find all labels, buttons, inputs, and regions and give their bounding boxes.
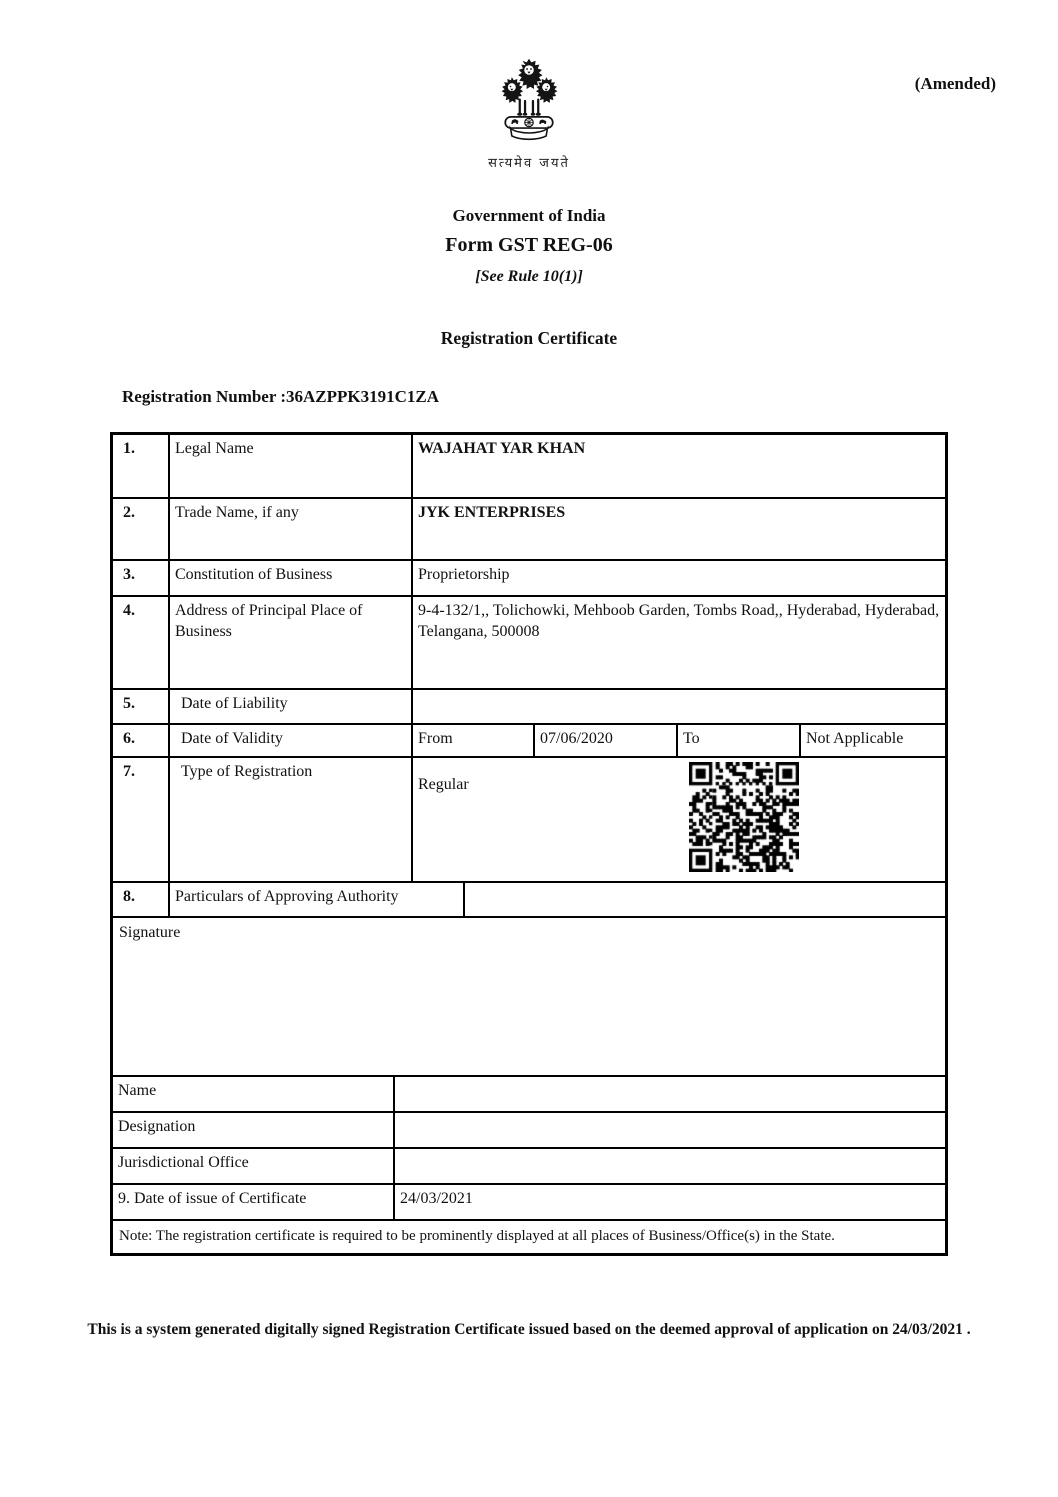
row-number: 4. xyxy=(123,602,135,619)
legal-name-value: WAJAHAT YAR KHAN xyxy=(411,435,945,497)
rule-reference: [See Rule 10(1)] xyxy=(475,268,583,285)
legal-name-label: Legal Name xyxy=(168,435,411,497)
jurisdictional-office-value xyxy=(393,1149,945,1183)
authority-designation-value xyxy=(393,1113,945,1147)
authority-designation-label: Designation xyxy=(118,1118,196,1135)
registration-number-value: 36AZPPK3191C1ZA xyxy=(286,387,439,406)
form-title: Form GST REG-06 xyxy=(445,234,613,256)
validity-to-label: To xyxy=(676,725,799,756)
signature-label: Signature xyxy=(119,924,181,941)
constitution-row xyxy=(113,559,945,595)
government-title: Government of India xyxy=(452,206,606,225)
address-label: Address of Principal Place of Business xyxy=(168,597,411,688)
approving-authority-row xyxy=(113,881,945,916)
authority-name-row xyxy=(113,1075,945,1111)
row-number: 3. xyxy=(123,566,135,583)
address-value: 9-4-132/1,, Tolichowki, Mehboob Garden, Tombs Road,, Hyderabad, Hyderabad, Telangana, 500008 xyxy=(411,597,945,688)
type-of-registration-value: Regular xyxy=(418,776,469,793)
validity-to-value: Not Applicable xyxy=(799,725,945,756)
validity-from-value: 07/06/2020 xyxy=(533,725,676,756)
row-number: 6. xyxy=(123,730,135,747)
certificate-table xyxy=(110,432,948,1256)
registration-number-label: Registration Number : xyxy=(122,387,286,406)
authority-designation-row xyxy=(113,1111,945,1147)
validity-from-label: From xyxy=(411,725,533,756)
authority-name-value xyxy=(393,1077,945,1111)
date-of-issue-row xyxy=(113,1183,945,1219)
row-number: 1. xyxy=(123,440,135,457)
date-of-issue-label: 9. Date of issue of Certificate xyxy=(118,1190,307,1207)
qr-code xyxy=(689,762,799,872)
type-of-registration-row xyxy=(113,756,945,881)
date-of-liability-row xyxy=(113,688,945,723)
date-of-validity-row xyxy=(113,723,945,756)
trade-name-value: JYK ENTERPRISES xyxy=(411,499,945,559)
approving-authority-label: Particulars of Approving Authority xyxy=(168,883,463,916)
note-row xyxy=(113,1219,945,1253)
trade-name-row xyxy=(113,497,945,559)
emblem-block xyxy=(0,0,1058,171)
date-of-issue-value: 24/03/2021 xyxy=(393,1185,945,1219)
approving-authority-value xyxy=(463,883,945,916)
certificate-title: Registration Certificate xyxy=(440,328,618,348)
jurisdictional-office-label: Jurisdictional Office xyxy=(118,1154,249,1171)
date-of-validity-label: Date of Validity xyxy=(168,725,411,756)
jurisdictional-office-row xyxy=(113,1147,945,1183)
registration-number-line xyxy=(122,386,1058,408)
row-number: 2. xyxy=(123,504,135,521)
row-number: 8. xyxy=(123,888,135,905)
legal-name-row xyxy=(113,435,945,497)
constitution-value: Proprietorship xyxy=(411,561,945,595)
national-emblem-icon xyxy=(496,56,562,146)
system-generated-note: This is a system generated digitally signed Registration Certificate issued based on the deemed approval of application on 24/03/2021 . xyxy=(87,1321,971,1338)
date-of-liability-value xyxy=(411,690,945,723)
row-number: 7. xyxy=(123,763,135,780)
note-text: Note: The registration certificate is required to be prominently displayed at all places of Business/Office(s) in the State. xyxy=(119,1228,835,1244)
emblem-motto: सत्यमेव जयते xyxy=(488,156,570,171)
constitution-label: Constitution of Business xyxy=(168,561,411,595)
authority-name-label: Name xyxy=(118,1082,157,1099)
signature-row xyxy=(113,916,945,1075)
address-row xyxy=(113,595,945,688)
type-of-registration-cell xyxy=(411,758,945,881)
row-number: 5. xyxy=(123,695,135,712)
trade-name-label: Trade Name, if any xyxy=(168,499,411,559)
type-of-registration-label: Type of Registration xyxy=(168,758,411,881)
date-of-liability-label: Date of Liability xyxy=(168,690,411,723)
amended-label: (Amended) xyxy=(914,74,996,93)
